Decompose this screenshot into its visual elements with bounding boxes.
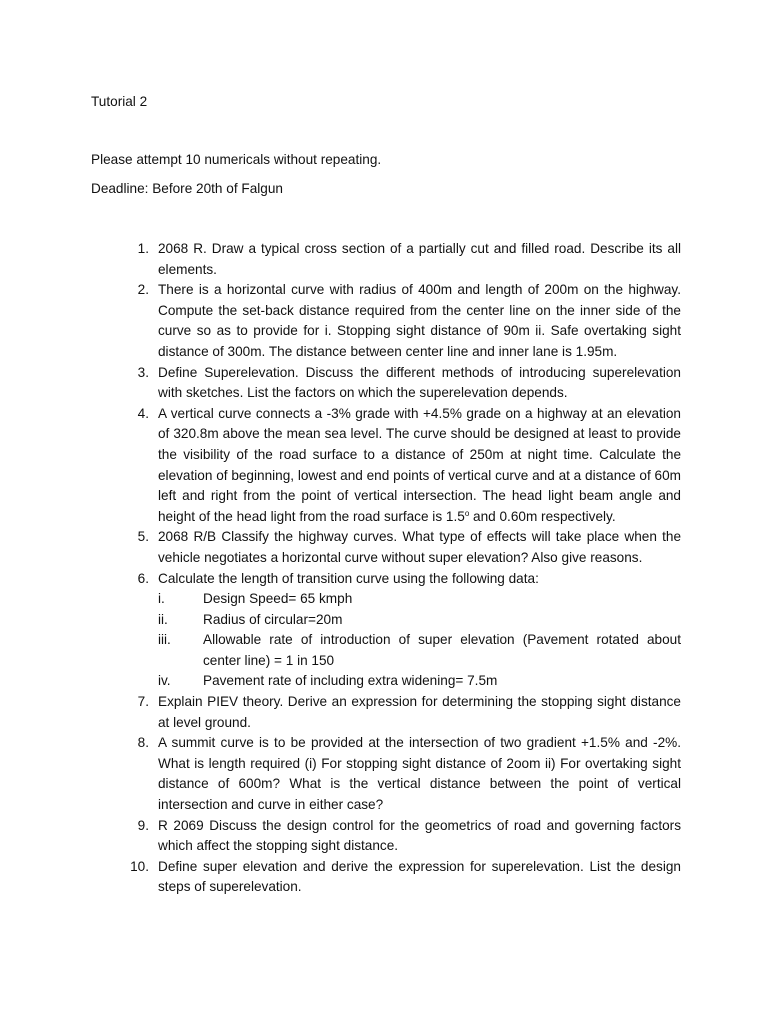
question-number: 5.: [137, 529, 149, 545]
question-item: [91, 280, 681, 362]
question-text: 2068 R/B Classify the highway curves. What type of effects will take place when the vehicle negotiates a horizontal curve without super elevation? Also give reasons.: [158, 529, 681, 565]
question-item: [91, 733, 681, 815]
question-number: 7.: [137, 694, 149, 710]
question-item: [91, 692, 681, 733]
question-text: A summit curve is to be provided at the intersection of two gradient +1.5% and -2%. What is length required (i) For stopping sight distance of 2oom ii) For overtaking sight distance of 600m? What is the vertical distance between the point of vertical intersection and curve in either case?: [158, 735, 681, 813]
question-text-end: and 0.60m respectively.: [469, 508, 616, 524]
sub-item-text: Pavement rate of including extra widening= 7.5m: [203, 673, 498, 689]
sub-item: [158, 630, 681, 671]
question-item: [91, 527, 681, 568]
sub-item: [158, 671, 681, 692]
question-item: [91, 569, 681, 693]
question-number: 1.: [137, 241, 149, 256]
question-item: [91, 816, 681, 857]
sub-item-number: iii.: [158, 632, 171, 648]
sub-item: [158, 610, 681, 631]
sub-item-number: i.: [158, 591, 165, 607]
question-number: 3.: [137, 364, 149, 380]
question-text-main: A vertical curve connects a -3% grade with +4.5% grade on a highway at an elevation of 320.8m above the mean sea level. The curve should be designed at least to provide the visibility of the road surface to a distance of 250m at night time. Calculate the elevation of beginning, lowest and end points of vertical curve and at a distance of 60m left and right from the point of vertical intersection. The head light beam angle and height of the head light from the road surface is 1.5: [158, 405, 681, 524]
question-number: 8.: [137, 735, 149, 751]
question-text: There is a horizontal curve with radius of 400m and length of 200m on the highway. Compute the set-back distance required from the center line on the inner side of the curve so as to provide for i. Stopping sight distance of 90m ii. Safe overtaking sight distance of 300m. The distance between center line and inner lane is 1.95m.: [158, 282, 681, 359]
tutorial-title: Tutorial 2: [91, 94, 148, 109]
sub-item-text: Radius of circular=20m: [203, 611, 343, 627]
question-number: 6.: [137, 570, 149, 586]
question-text: [158, 406, 681, 524]
question-number: 10.: [130, 858, 149, 874]
sub-item: [158, 589, 681, 610]
question-item: [91, 857, 681, 898]
question-number: 9.: [137, 817, 149, 833]
sub-item-number: iv.: [158, 673, 171, 689]
attempt-instruction: Please attempt 10 numericals without repeating.: [91, 152, 382, 167]
question-text: Define Superelevation. Discuss the different methods of introducing superelevation with sketches. List the factors on which the superelevation depends.: [158, 364, 681, 401]
question-text: 2068 R. Draw a typical cross section of a partially cut and filled road. Describe its all elements.: [158, 241, 681, 277]
question-text: Calculate the length of transition curve using the following data:: [158, 570, 539, 586]
question-list: [91, 239, 681, 898]
question-text: R 2069 Discuss the design control for the geometrics of road and governing factors which affect the stopping sight distance.: [158, 817, 681, 854]
sub-item-list: [158, 589, 681, 692]
question-number: 4.: [137, 405, 149, 421]
question-item: [91, 239, 681, 280]
sub-item-text: Design Speed= 65 kmph: [203, 591, 353, 607]
question-item: [91, 404, 681, 528]
question-text: Define super elevation and derive the expression for superelevation. List the design steps of superelevation.: [158, 858, 681, 895]
sub-item-text: Allowable rate of introduction of super elevation (Pavement rotated about center line) = 1 in 150: [203, 632, 681, 668]
deadline-instruction: Deadline: Before 20th of Falgun: [91, 181, 283, 196]
degree-superscript: o: [464, 508, 470, 518]
sub-item-number: ii.: [158, 611, 168, 627]
question-text: Explain PIEV theory. Derive an expression for determining the stopping sight distance at level ground.: [158, 694, 681, 730]
question-item: [91, 363, 681, 404]
question-number: 2.: [137, 282, 149, 298]
